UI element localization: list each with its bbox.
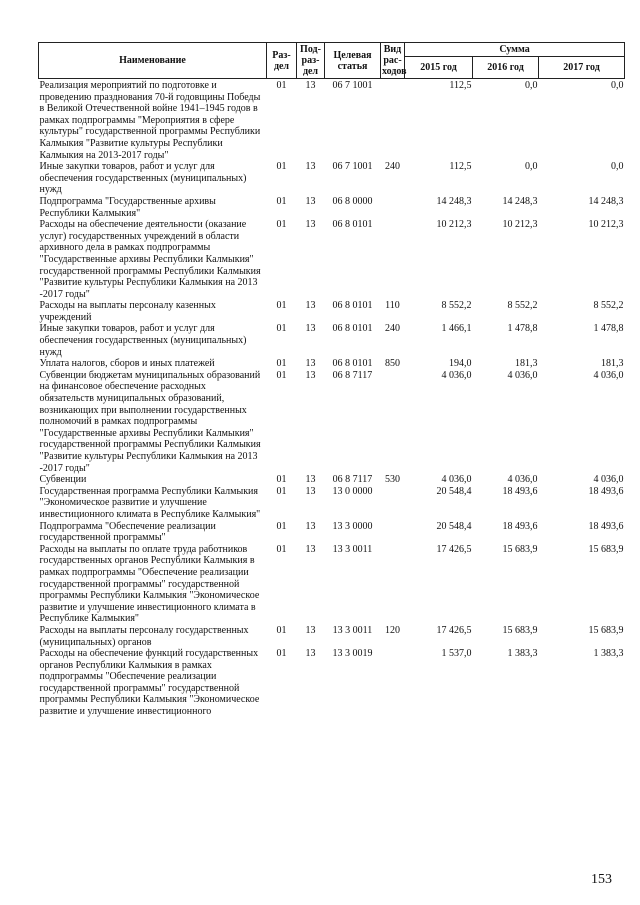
cell-expense-type — [381, 521, 405, 544]
cell-name: Расходы на выплаты по оплате труда работников государственных органов Республики Калмыкия в рамках подпрограммы "Обеспечение реализации государственной программы" государственной программы Республики Калмыкия "Экономическое развитие и улучшение инвестиционного климата в Республике Калмыкия" — [39, 543, 260, 625]
cell-target-article: 06 8 7117 — [332, 474, 373, 486]
cell-target-article: 06 8 0101 — [332, 219, 373, 231]
cell-razdel: 01 — [276, 323, 287, 335]
cell-sum-2016: 181,3 — [515, 358, 538, 370]
cell-sum-2015: 8 552,2 — [441, 300, 472, 312]
header-podrazdel: Под- раз- дел — [297, 43, 325, 79]
cell-sum-2016: 0,0 — [525, 161, 538, 173]
table-row — [39, 161, 625, 196]
cell-podrazdel: 13 — [305, 219, 316, 231]
cell-name: Расходы на выплаты персоналу государственных (муниципальных) органов — [39, 624, 249, 648]
cell-name: Иные закупки товаров, работ и услуг для обеспечения государственных (муниципальных) нужд — [39, 323, 247, 358]
table-row — [39, 323, 625, 358]
cell-sum-2015: 20 548,4 — [436, 520, 472, 532]
cell-sum-2015: 10 212,3 — [436, 219, 472, 231]
cell-sum-2017: 14 248,3 — [588, 195, 624, 207]
cell-sum-2016: 4 036,0 — [507, 369, 538, 381]
table-row — [39, 79, 625, 162]
header-target-article: Целевая статья — [325, 43, 381, 79]
cell-target-article: 06 8 0101 — [332, 300, 373, 312]
cell-sum-2017: 4 036,0 — [593, 474, 624, 486]
cell-expense-type: 120 — [385, 624, 400, 636]
cell-expense-type: 850 — [385, 358, 400, 370]
cell-razdel: 01 — [276, 543, 287, 555]
cell-podrazdel: 13 — [305, 323, 316, 335]
header-2017: 2017 год — [539, 57, 625, 79]
table-body — [39, 79, 625, 718]
cell-sum-2017: 1 383,3 — [593, 648, 624, 660]
cell-razdel: 01 — [276, 485, 287, 497]
cell-podrazdel: 13 — [305, 543, 316, 555]
header-2016: 2016 год — [473, 57, 539, 79]
cell-podrazdel: 13 — [305, 80, 316, 91]
cell-sum-2016: 15 683,9 — [502, 543, 538, 555]
cell-razdel: 01 — [276, 520, 287, 532]
cell-name: Субвенции бюджетам муниципальных образований на финансовое обеспечение расходных обязательств муниципальных образований, возникающих при выполнении государственных полномочий в рамках подпрограммы "Государственные архивы Республики Калмыкия" государственной программы Республики Калмыкия "Развитие культуры Республики Калмыкия на 2013 -2017 годы" — [39, 369, 261, 474]
cell-podrazdel: 13 — [305, 300, 316, 312]
cell-razdel: 01 — [276, 80, 287, 91]
cell-sum-2015: 4 036,0 — [441, 369, 472, 381]
header-expense-type: Вид рас- ходов — [382, 44, 407, 77]
cell-podrazdel: 13 — [305, 474, 316, 486]
cell-sum-2016: 18 493,6 — [502, 520, 538, 532]
cell-sum-2017: 8 552,2 — [593, 300, 624, 312]
table-row — [39, 358, 625, 370]
cell-sum-2017: 15 683,9 — [588, 543, 624, 555]
cell-razdel: 01 — [276, 300, 287, 312]
cell-sum-2017: 18 493,6 — [588, 520, 624, 532]
cell-sum-2016: 14 248,3 — [502, 195, 538, 207]
page-number: 153 — [591, 872, 612, 887]
cell-razdel: 01 — [276, 358, 287, 370]
cell-expense-type — [381, 79, 405, 162]
cell-sum-2015: 14 248,3 — [436, 195, 472, 207]
cell-sum-2015: 112,5 — [449, 161, 472, 173]
cell-razdel: 01 — [276, 474, 287, 486]
cell-sum-2015: 112,5 — [449, 80, 472, 91]
header-razdel: Раз- дел — [267, 43, 297, 79]
cell-podrazdel: 13 — [305, 358, 316, 370]
table-row — [39, 486, 625, 521]
cell-razdel: 01 — [276, 648, 287, 660]
cell-razdel: 01 — [276, 624, 287, 636]
cell-razdel: 01 — [276, 219, 287, 231]
cell-target-article: 06 7 1001 — [332, 80, 373, 91]
cell-name: Реализация мероприятий по подготовке и проведению празднования 70-й годовщины Победы в Великой Отечественной войне 1941–1945 годов в рамках подпрограммы "Мероприятия в сфере культуры" государственной программы Республики Калмыкия "Развитие культуры Республики Калмыкия на 2013-2017 годы" — [39, 80, 261, 161]
cell-razdel: 01 — [276, 161, 287, 173]
cell-sum-2016: 8 552,2 — [507, 300, 538, 312]
cell-expense-type: 530 — [385, 474, 400, 486]
cell-target-article: 13 3 0000 — [332, 520, 373, 532]
cell-expense-type: 240 — [385, 323, 400, 335]
cell-target-article: 06 8 0101 — [332, 358, 373, 370]
table-header — [39, 43, 625, 79]
cell-podrazdel: 13 — [305, 485, 316, 497]
cell-podrazdel: 13 — [305, 624, 316, 636]
cell-sum-2016: 4 036,0 — [507, 474, 538, 486]
cell-sum-2015: 1 466,1 — [441, 323, 472, 335]
cell-sum-2016: 1 383,3 — [507, 648, 538, 660]
cell-name: Уплата налогов, сборов и иных платежей — [39, 358, 215, 370]
cell-name: Расходы на обеспечение функций государственных органов Республики Калмыкия в рамках подпрограммы "Обеспечение реализации государственной программы" государственной программы Республики Калмыкия "Экономическое развитие и улучшение инвестиционного — [39, 648, 260, 718]
cell-name: Подпрограмма "Государственные архивы Республики Калмыкия" — [39, 195, 216, 219]
table-row — [39, 300, 625, 323]
header-sum: Сумма — [405, 43, 625, 57]
budget-table — [38, 42, 625, 718]
header-name: Наименование — [39, 43, 267, 79]
cell-name: Расходы на обеспечение деятельности (оказание услуг) государственных учреждений в области архивного дела в рамках подпрограммы "Государственные архивы Республики Калмыкия" государственной программы Республики Калмыкия "Развитие культуры Республики Калмыкия на 2013 -2017 годы" — [39, 219, 261, 300]
cell-expense-type — [381, 648, 405, 718]
cell-sum-2016: 18 493,6 — [502, 485, 538, 497]
table-row — [39, 370, 625, 474]
cell-name: Субвенции — [39, 474, 87, 486]
budget-table-page — [38, 42, 624, 718]
cell-target-article: 13 3 0019 — [332, 648, 373, 660]
cell-target-article: 06 7 1001 — [332, 161, 373, 173]
table-row — [39, 474, 625, 486]
cell-sum-2015: 1 537,0 — [441, 648, 472, 660]
table-row — [39, 648, 625, 718]
cell-sum-2015: 194,0 — [449, 358, 472, 370]
cell-target-article: 13 3 0011 — [332, 624, 373, 636]
cell-razdel: 01 — [276, 195, 287, 207]
cell-sum-2017: 0,0 — [611, 161, 624, 173]
cell-name: Государственная программа Республики Калмыкия "Экономическое развитие и улучшение инвестиционного климата в Республике Калмыкия" — [39, 485, 261, 520]
header-2015: 2015 год — [405, 57, 473, 79]
cell-expense-type — [381, 196, 405, 219]
cell-sum-2017: 1 478,8 — [593, 323, 624, 335]
cell-name: Подпрограмма "Обеспечение реализации государственной программы" — [39, 520, 216, 544]
table-row — [39, 521, 625, 544]
cell-sum-2016: 10 212,3 — [502, 219, 538, 231]
cell-sum-2015: 20 548,4 — [436, 485, 472, 497]
cell-podrazdel: 13 — [305, 195, 316, 207]
cell-name: Иные закупки товаров, работ и услуг для обеспечения государственных (муниципальных) нужд — [39, 161, 247, 196]
cell-sum-2016: 1 478,8 — [507, 323, 538, 335]
table-row — [39, 544, 625, 625]
cell-target-article: 06 8 0000 — [332, 195, 373, 207]
cell-sum-2017: 10 212,3 — [588, 219, 624, 231]
cell-target-article: 06 8 0101 — [332, 323, 373, 335]
cell-expense-type — [381, 219, 405, 300]
cell-expense-type — [381, 544, 405, 625]
cell-sum-2017: 4 036,0 — [593, 369, 624, 381]
cell-sum-2015: 17 426,5 — [436, 543, 472, 555]
cell-target-article: 13 0 0000 — [332, 485, 373, 497]
cell-expense-type — [381, 486, 405, 521]
cell-podrazdel: 13 — [305, 520, 316, 532]
table-row — [39, 219, 625, 300]
cell-expense-type: 110 — [385, 300, 400, 312]
cell-sum-2015: 17 426,5 — [436, 624, 472, 636]
cell-sum-2016: 15 683,9 — [502, 624, 538, 636]
cell-expense-type: 240 — [385, 161, 400, 173]
cell-sum-2017: 18 493,6 — [588, 485, 624, 497]
table-row — [39, 196, 625, 219]
cell-razdel: 01 — [276, 369, 287, 381]
cell-expense-type — [381, 370, 405, 474]
table-row — [39, 625, 625, 648]
cell-sum-2017: 0,0 — [611, 80, 624, 91]
cell-name: Расходы на выплаты персоналу казенных учреждений — [39, 300, 216, 323]
cell-target-article: 06 8 7117 — [332, 369, 373, 381]
cell-podrazdel: 13 — [305, 648, 316, 660]
cell-sum-2015: 4 036,0 — [441, 474, 472, 486]
cell-sum-2017: 15 683,9 — [588, 624, 624, 636]
cell-podrazdel: 13 — [305, 369, 316, 381]
cell-sum-2016: 0,0 — [525, 80, 538, 91]
cell-target-article: 13 3 0011 — [332, 543, 373, 555]
cell-podrazdel: 13 — [305, 161, 316, 173]
cell-sum-2017: 181,3 — [601, 358, 624, 370]
